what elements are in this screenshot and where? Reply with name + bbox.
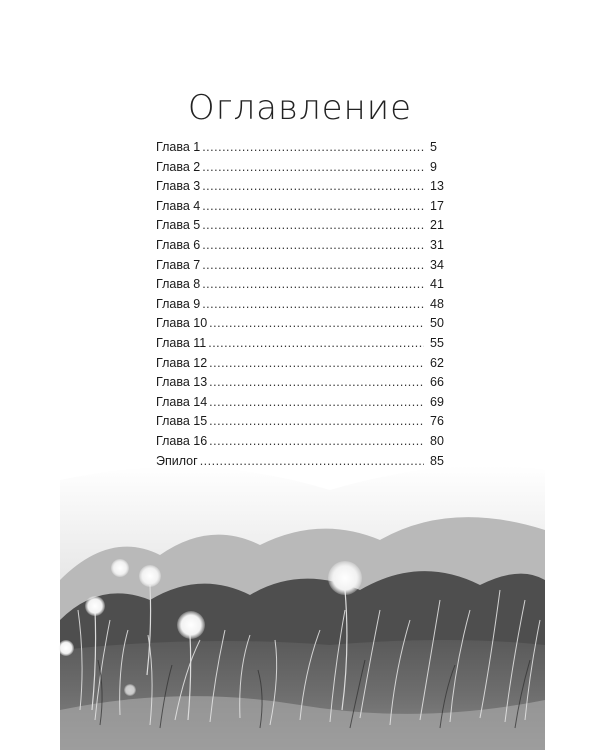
- toc-entry[interactable]: [156, 314, 456, 334]
- dandelion-puff: [111, 559, 129, 577]
- dot-leader: [202, 236, 424, 256]
- toc-label: Глава 5: [156, 218, 201, 233]
- toc-label: Глава 2: [156, 159, 201, 174]
- dot-leader: [209, 354, 424, 374]
- dot-leader: [202, 256, 424, 276]
- toc-page-number: 85: [430, 453, 444, 468]
- dot-leader: [208, 334, 424, 354]
- dot-leader: [202, 158, 424, 178]
- toc-page-number: 62: [430, 355, 444, 370]
- toc-page-number: 13: [430, 179, 444, 194]
- toc-entry[interactable]: [156, 354, 456, 374]
- toc-entry[interactable]: [156, 236, 456, 256]
- toc-label: Глава 1: [156, 140, 201, 154]
- dot-leader: [202, 138, 424, 158]
- toc-label: Глава 13: [156, 375, 208, 390]
- dandelion-puff: [328, 561, 362, 595]
- toc-label: Глава 12: [156, 355, 208, 370]
- toc-label: Глава 16: [156, 433, 208, 448]
- toc-entry[interactable]: [156, 256, 456, 276]
- dandelion-puff: [85, 596, 105, 616]
- dot-leader: [209, 432, 424, 452]
- toc-page-number: 55: [430, 335, 444, 350]
- dandelion-puff: [177, 611, 205, 639]
- toc-label: Глава 14: [156, 394, 208, 409]
- toc-page-number: 9: [430, 159, 437, 174]
- toc-label: Эпилог: [156, 453, 198, 468]
- toc-label: Глава 4: [156, 198, 201, 213]
- toc-page-number: 76: [430, 414, 444, 429]
- toc-entry[interactable]: [156, 432, 456, 452]
- dandelion-puff: [139, 565, 161, 587]
- toc-page-number: 31: [430, 237, 444, 252]
- dot-leader: [202, 295, 424, 315]
- toc-label: Глава 11: [156, 335, 207, 350]
- toc-label: Глава 10: [156, 316, 208, 331]
- toc-page-number: 69: [430, 394, 444, 409]
- toc-page-number: 5: [430, 140, 437, 154]
- dot-leader: [209, 314, 424, 334]
- toc-label: Глава 8: [156, 277, 201, 292]
- toc-page-number: 50: [430, 316, 444, 331]
- toc-page-number: 66: [430, 375, 444, 390]
- toc-entry[interactable]: [156, 373, 456, 393]
- dot-leader: [202, 216, 424, 236]
- dandelion-puff: [58, 640, 74, 656]
- toc-entry[interactable]: [156, 275, 456, 295]
- dot-leader: [202, 177, 424, 197]
- toc-page-number: 17: [430, 198, 444, 213]
- toc-entry[interactable]: [156, 138, 456, 158]
- toc-entry[interactable]: [156, 177, 456, 197]
- toc-entry[interactable]: [156, 295, 456, 315]
- toc-page-number: 48: [430, 296, 444, 311]
- toc-entry[interactable]: [156, 412, 456, 432]
- dot-leader: [209, 412, 424, 432]
- toc-entry[interactable]: [156, 197, 456, 217]
- toc-label: Глава 3: [156, 179, 201, 194]
- dot-leader: [209, 393, 424, 413]
- toc-page-number: 41: [430, 277, 444, 292]
- toc-entry[interactable]: [156, 216, 456, 236]
- toc-page-number: 80: [430, 433, 444, 448]
- toc-page-number: 21: [430, 218, 444, 233]
- table-of-contents: [156, 138, 456, 471]
- dot-leader: [202, 275, 424, 295]
- meadow-illustration: [0, 460, 600, 750]
- toc-label: Глава 15: [156, 414, 208, 429]
- toc-page-number: 34: [430, 257, 444, 272]
- toc-label: Глава 9: [156, 296, 201, 311]
- dandelion-puff: [124, 684, 136, 696]
- dot-leader: [202, 197, 424, 217]
- toc-entry[interactable]: [156, 158, 456, 178]
- toc-entry[interactable]: [156, 334, 456, 354]
- toc-label: Глава 7: [156, 257, 201, 272]
- toc-label: Глава 6: [156, 237, 201, 252]
- dot-leader: [209, 373, 424, 393]
- page-title: Оглавление: [187, 88, 413, 128]
- toc-entry[interactable]: [156, 393, 456, 413]
